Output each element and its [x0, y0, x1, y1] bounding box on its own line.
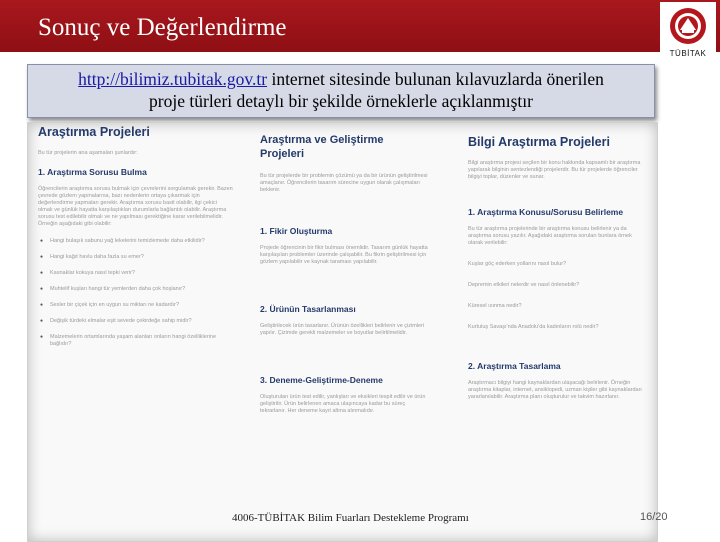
doc-column-arastirma [38, 125, 233, 357]
doc-col1-bullet: ● Kasnaklar kokuya nasıl tepki verir? [38, 270, 233, 277]
bilimiz-link[interactable]: http://bilimiz.tubitak.gov.tr [78, 69, 268, 89]
callout-box [27, 64, 655, 118]
doc-col2-section-body: Oluşturulan ürün test edilir, yanlışları ve eksikleri tespit edilir ve ürün geliştirilir. Ürün belirlenen amaca ulaşıncaya kadar bu süreç tekrarlanır. Her deneme kayıt altına alınmalıdır. [260, 394, 426, 414]
doc-col3-section1: 1. Araştırma Konusu/Sorusu Belirleme [468, 207, 624, 217]
doc-col2-section-body: Geliştirilecek ürün tasarlanır. Ürünün özellikleri belirlenir ve çizimleri yapılır. Çizimde gerekli malzemeler ve boyutlar belirtilmelidir. [260, 323, 425, 336]
doc-col3-title: Bilgi Araştırma Projeleri [468, 135, 610, 149]
doc-col2-section-heading: 1. Fikir Oluşturma [260, 226, 333, 236]
guide-document-image [27, 122, 658, 542]
footer-program-name: 4006-TÜBİTAK Bilim Fuarları Destekleme Programı [232, 512, 469, 524]
doc-col2-section-heading: 3. Deneme-Geliştirme-Deneme [260, 375, 383, 385]
doc-col3-intro: Bilgi araştırma projesi seçilen bir konu hakkında kapsamlı bir araştırma yapılarak bilginin sentezlendiği projelerdir. Bu tür projelerde öğrenciler bilgiyi toplar, düzenler ve sunar. [468, 160, 641, 180]
tubitak-logo [660, 2, 716, 64]
doc-col2-title: Araştırma ve Geliştirme Projeleri [260, 134, 384, 160]
slide-title: Sonuç ve Değerlendirme [38, 14, 287, 41]
doc-column-arge [260, 133, 430, 415]
doc-col2-intro: Bu tür projelerde bir problemin çözümü ya da bir ürünün geliştirilmesi amaçlanır. Öğrencilerin tasarım sürecine uygun olarak çalışmaları beklenir. [260, 173, 428, 193]
doc-col1-title: Araştırma Projeleri [38, 125, 150, 139]
doc-col3-question: Depremin etkileri nelerdir ve nasıl önlenebilir? [468, 282, 580, 288]
doc-col2-section-heading: 2. Ürünün Tasarlanması [260, 304, 356, 314]
doc-col3-body2: Araştırmacı bilgiyi hangi kaynaklardan ulaşacağı belirlenir. Örneğin araştırma kitaplar, internet, ansiklopedi, uzman kişiler gibi kaynaklardan yararlanılabilir. Araştırma planı oluşturulur ve takvim hazırlanır. [468, 380, 642, 400]
callout-line-1-rest: internet sitesinde bulunan kılavuzlarda önerilen [267, 69, 604, 89]
doc-col1-body: Öğrencilerin araştırma sorusu bulmak için çevrelerini sorgulamak gerekir. Bazen çevrede gözlem yapmalarına, bazı nedenlerin ortaya çıkarmak için değerlendirme yapmaları gerekir. Araştırma sorusu basit olabilir, ilgi çekici olmalı ve günlük hayatta karşılaştıkları durumlarla bağlantılı olabilir. Araştırma sorusu test edilebilir olmalı ve ne yapılması gerektiğine karar verilebilmelidir. Örneğin aşağıdaki gibi olabilir: [38, 186, 233, 227]
doc-col1-bullet-list [38, 238, 233, 348]
doc-col1-bullet: ● Değişik türdeki elmalar eşit sevede çekirdeğe sahip midir? [38, 318, 233, 325]
doc-col1-bullet: ● Muhtelif kuşları hangi tür yemlerden daha çok hoşlanır? [38, 286, 233, 293]
slide-header [0, 0, 720, 52]
callout-line-2: proje türleri detaylı bir şekilde örneklerle açıklanmıştır [149, 91, 533, 111]
doc-col2-section-body: Projede öğrencinin bir fikir bulması önemlidir. Tasarım günlük hayatta karşılaşılan problemler üzerinde çalışabilir. Bu fikrin geliştirilmesi için gözlem yapılabilir ve kaynak taraması yapılabilir. [260, 245, 428, 265]
doc-col1-intro: Bu tür projelerin ana aşamaları şunlardır: [38, 150, 138, 156]
doc-col3-section2: 2. Araştırma Tasarlama [468, 361, 561, 371]
doc-col1-section: 1. Araştırma Sorusu Bulma [38, 167, 147, 177]
doc-col1-bullet: ● Hangi kağıt havlu daha fazla su emer? [38, 254, 233, 261]
tubitak-emblem-icon [668, 6, 708, 46]
doc-col3-question: Kurtuluş Savaşı'nda Anadolu'da kadınların rolü nedir? [468, 324, 599, 330]
doc-col1-bullet: ● Malzemelerin ortamlarında yaşam alanları onların hangi özelliklerine bağlıdır? [38, 334, 233, 348]
callout-line-1 [28, 65, 654, 90]
doc-col3-question: Küresel ısınma nedir? [468, 303, 522, 309]
doc-col3-question: Kuşlar göç ederken yollarını nasıl bulur? [468, 261, 567, 267]
doc-col1-bullet: ● Hangi bulaşık sabunu yağ lekelerini temizlemede daha etkilidir? [38, 238, 233, 245]
doc-column-bilgi [468, 135, 643, 401]
page-number: 16/20 [640, 511, 668, 523]
logo-text: TÜBİTAK [669, 49, 707, 58]
doc-col1-bullet: ● Sesler bir çiçek için en uygun su miktarı ne kadardır? [38, 302, 233, 309]
doc-col3-body1: Bu tür araştırma projelerinde bir araştırma konusu belirlenir ya da araştırma sorusu yazılır. Aşağıdaki araştırma soruları bunlara örnek olarak verilebilir: [468, 226, 632, 246]
